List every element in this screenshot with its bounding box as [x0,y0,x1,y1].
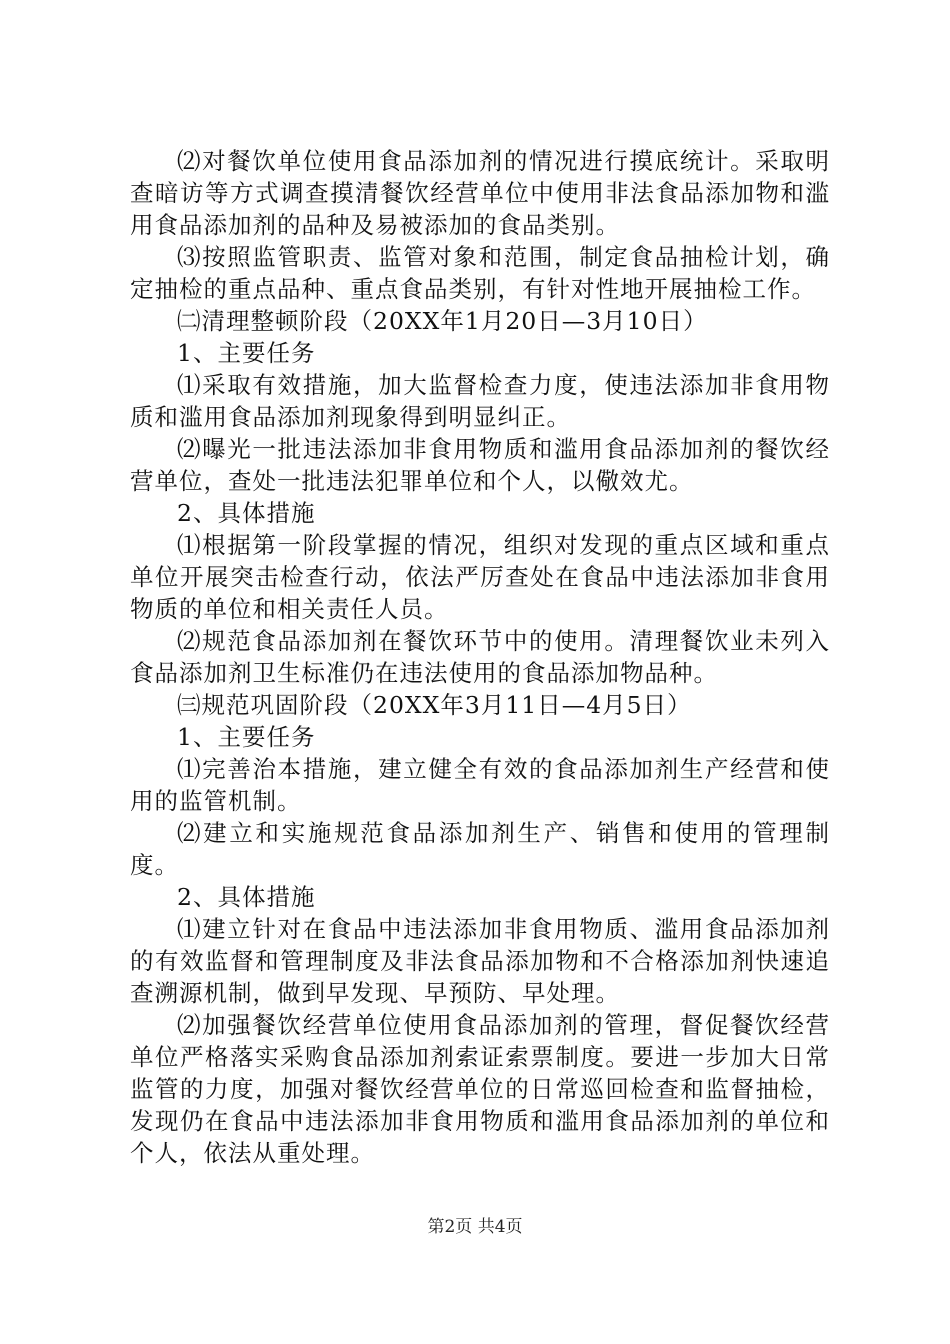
subsection-heading: 1、主要任务 [177,723,316,751]
section-heading: ㈢规范巩固阶段（20XX年3月11日—4月5日） [177,691,692,719]
paragraph: ⑶按照监管职责、监管对象和范围，制定食品抽检计划，确定抽检的重点品种、重点食品类别，有针对性地开展抽检工作。 [130,243,830,303]
paragraph: ⑴根据第一阶段掌握的情况，组织对发现的重点区域和重点单位开展突击检查行动，依法严厉查处在食品中违法添加非食用物质的单位和相关责任人员。 [130,531,830,623]
paragraph: ⑵加强餐饮经营单位使用食品添加剂的管理，督促餐饮经营单位严格落实采购食品添加剂索证索票制度。要进一步加大日常监管的力度，加强对餐饮经营单位的日常巡回检查和监督抽检，发现仍在食品中违法添加非食用物质和滥用食品添加剂的单位和个人，依法从重处理。 [130,1011,830,1167]
paragraph: ⑵建立和实施规范食品添加剂生产、销售和使用的管理制度。 [130,819,830,879]
page-number-footer: 第2页 共4页 [427,1217,523,1237]
paragraph: ⑴采取有效措施，加大监督检查力度，使违法添加非食用物质和滥用食品添加剂现象得到明显纠正。 [130,371,830,431]
subsection-heading: 2、具体措施 [177,883,316,911]
section-heading: ㈡清理整顿阶段（20XX年1月20日—3月10日） [177,307,708,335]
paragraph: ⑵曝光一批违法添加非食用物质和滥用食品添加剂的餐饮经营单位，查处一批违法犯罪单位和个人，以儆效尤。 [130,435,830,495]
subsection-heading: 1、主要任务 [177,339,316,367]
document-body [130,145,830,1169]
paragraph: ⑴完善治本措施，建立健全有效的食品添加剂生产经营和使用的监管机制。 [130,755,830,815]
paragraph: ⑵对餐饮单位使用食品添加剂的情况进行摸底统计。采取明查暗访等方式调查摸清餐饮经营单位中使用非法食品添加物和滥用食品添加剂的品种及易被添加的食品类别。 [130,147,830,239]
subsection-heading: 2、具体措施 [177,499,316,527]
paragraph: ⑴建立针对在食品中违法添加非食用物质、滥用食品添加剂的有效监督和管理制度及非法食品添加物和不合格添加剂快速追查溯源机制，做到早发现、早预防、早处理。 [130,915,830,1007]
paragraph: ⑵规范食品添加剂在餐饮环节中的使用。清理餐饮业未列入食品添加剂卫生标准仍在违法使用的食品添加物品种。 [130,627,830,687]
